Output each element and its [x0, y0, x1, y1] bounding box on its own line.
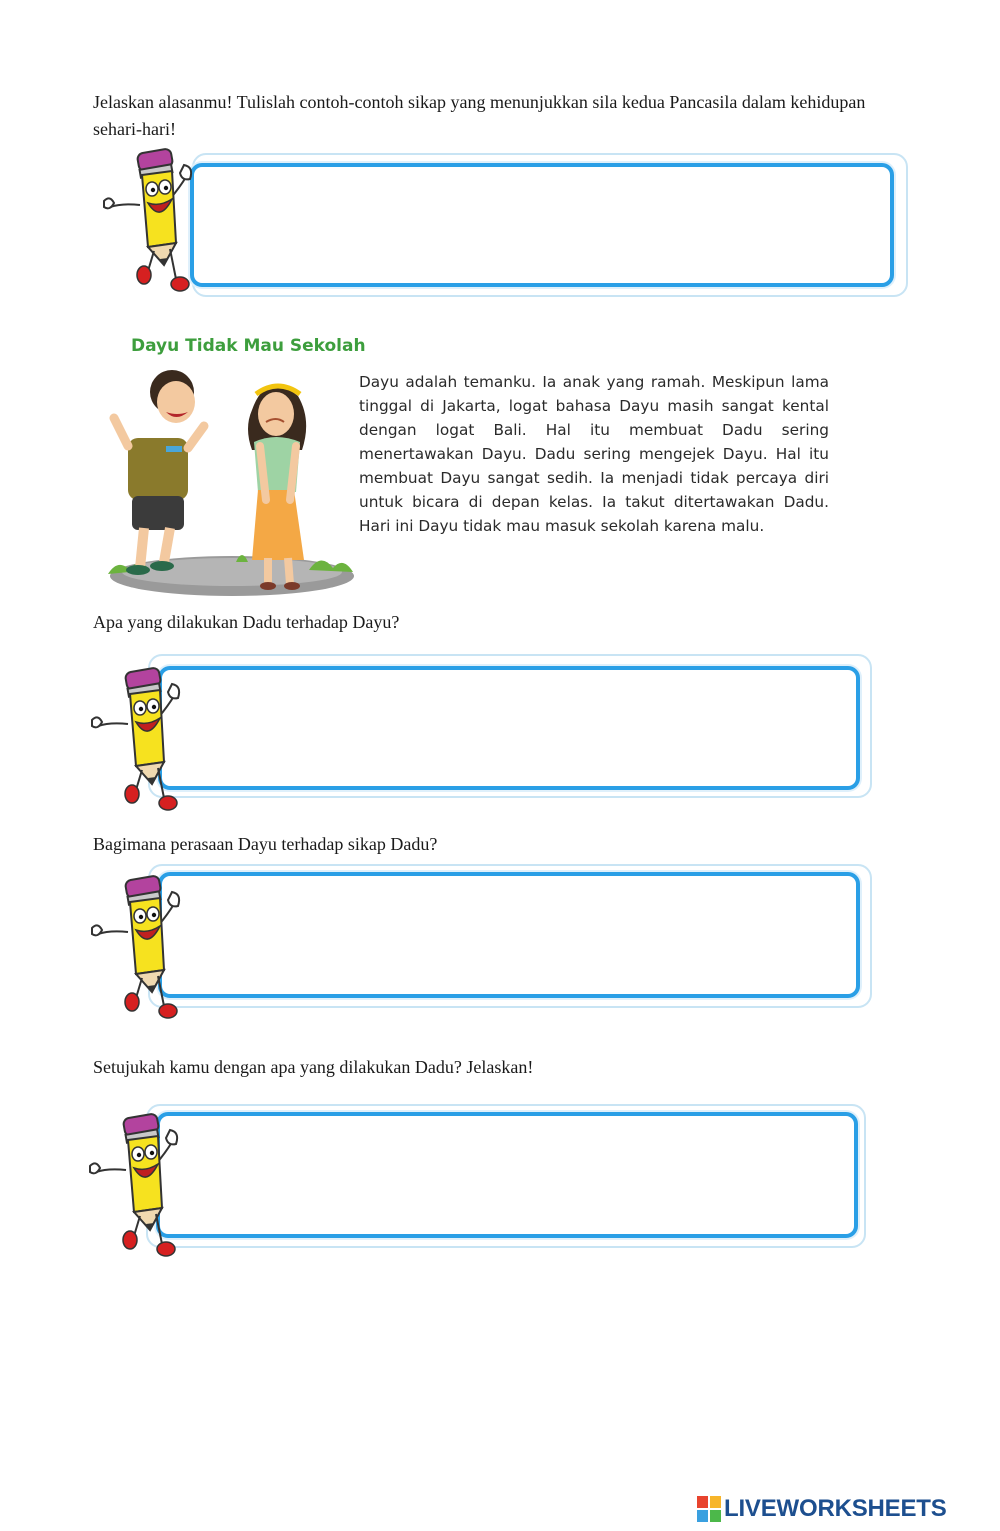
- answer-input-4[interactable]: [170, 1124, 846, 1228]
- answer-frame-4: [156, 1112, 858, 1238]
- answer-frame-3: [158, 872, 860, 998]
- question-2-text: Apa yang dilakukan Dadu terhadap Dayu?: [93, 612, 400, 632]
- pencil-mascot-icon: [88, 666, 188, 816]
- question-3-text: Bagimana perasaan Dayu terhadap sikap Dadu?: [93, 834, 438, 854]
- question-4-text: Setujukah kamu dengan apa yang dilakukan Dadu? Jelaskan!: [93, 1057, 534, 1077]
- children-illustration: [104, 362, 354, 598]
- answer-block-4: [86, 1096, 876, 1271]
- answer-input-3[interactable]: [172, 884, 848, 988]
- liveworksheets-brand[interactable]: [697, 1495, 947, 1523]
- liveworksheets-logo-icon: [697, 1496, 721, 1522]
- brand-name: LIVEWORKSHEETS: [724, 1495, 947, 1522]
- answer-input-1[interactable]: [204, 175, 882, 277]
- answer-input-2[interactable]: [172, 678, 848, 780]
- pencil-mascot-icon: [88, 874, 188, 1024]
- story-title: Dayu Tidak Mau Sekolah: [131, 336, 366, 356]
- answer-block-3: [88, 858, 878, 1028]
- answer-frame-1: [190, 163, 894, 287]
- answer-block-1: [100, 145, 910, 305]
- story-text: Dayu adalah temanku. Ia anak yang ramah. Meskipun lama tinggal di Jakarta, logat bahasa Dayu masih sangat kental dengan logat Bali. Hal itu membuat Dadu sering menertawakan Dayu. Dadu sering mengejek Dayu. Hal itu membuat Dayu sangat sedih. Ia menjadi tidak percaya diri untuk bicara di depan kelas. Ia takut ditertawakan Dadu. Hari ini Dayu tidak mau masuk sekolah karena malu.: [359, 373, 829, 535]
- pencil-mascot-icon: [100, 147, 200, 297]
- answer-block-2: [88, 648, 878, 818]
- question-1-text: Jelaskan alasanmu! Tulislah contoh-contoh sikap yang menunjukkan sila kedua Pancasila dalam kehidupan sehari-hari!: [93, 92, 866, 139]
- answer-frame-2: [158, 666, 860, 790]
- pencil-mascot-icon: [86, 1112, 186, 1262]
